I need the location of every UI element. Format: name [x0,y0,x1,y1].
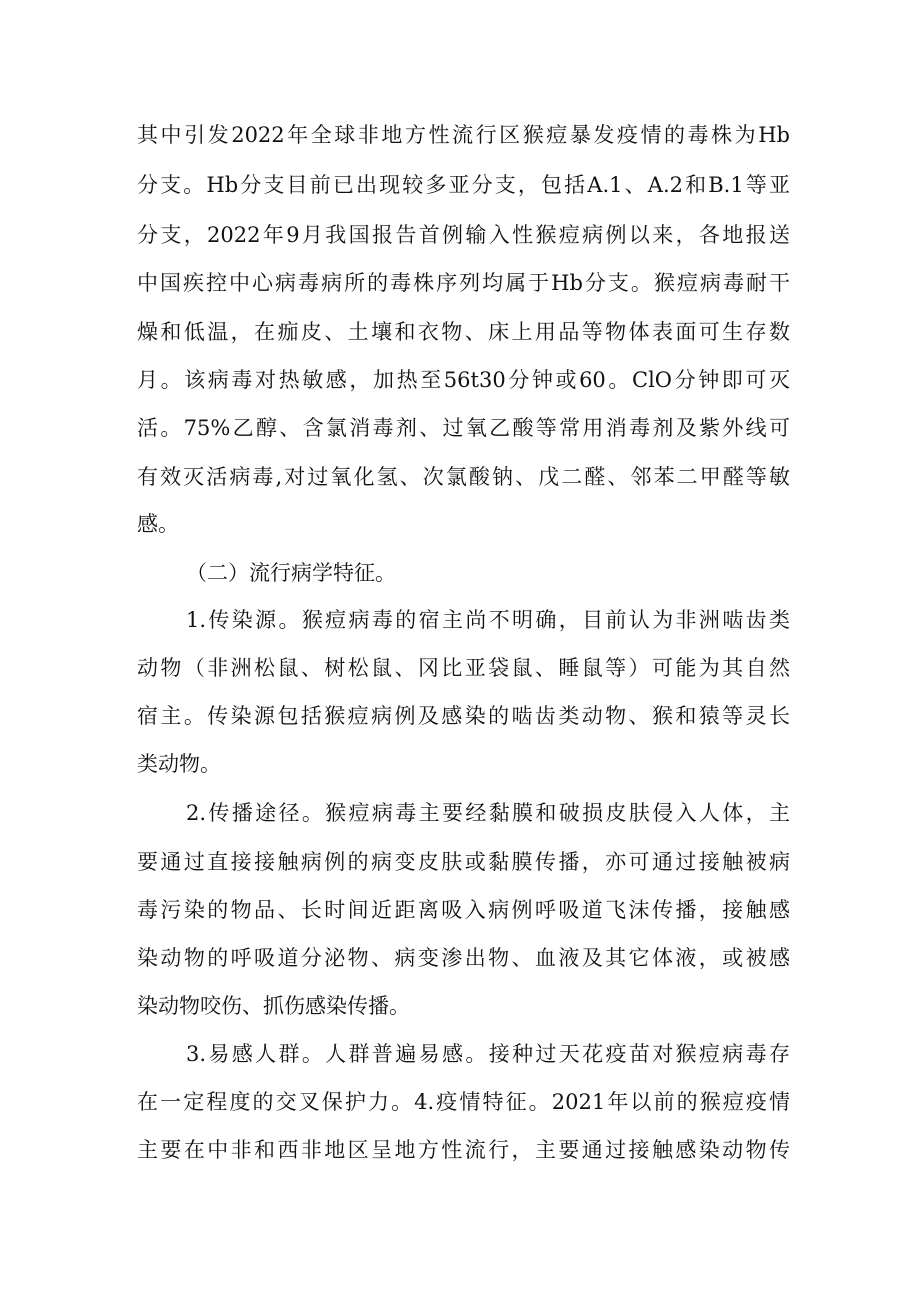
text-line: 动物（非洲松鼠、树松鼠、冈比亚袋鼠、睡鼠等）可能为其自然 [137,656,790,680]
text-line: （二）流行病学特征。 [186,561,396,585]
text-line: 燥和低温，在痂皮、土壤和衣物、床上用品等物体表面可生存数 [137,320,790,344]
text-line: 其中引发2022年全球非地方性流行区猴痘暴发疫情的毒株为Hb [137,123,790,147]
text-line: 月。该病毒对热敏感，加热至56t30分钟或60。ClO分钟即可灭 [137,368,790,392]
text-line: 感。 [137,512,179,536]
text-line: 在一定程度的交叉保护力。4.疫情特征。2021年以前的猴痘疫情 [137,1090,790,1114]
text-line: 中国疾控中心病毒病所的毒株序列均属于Hb分支。猴痘病毒耐干 [137,271,790,295]
text-line: 宿主。传染源包括猴痘病例及感染的啮齿类动物、猴和猿等灵长 [137,704,790,728]
text-line: 活。75%乙醇、含氯消毒剂、过氧乙酸等常用消毒剂及紫外线可 [137,416,790,440]
text-line: 2.传播途径。猴痘病毒主要经黏膜和破损皮肤侵入人体，主 [186,801,790,825]
text-line: 3.易感人群。人群普遍易感。接种过天花疫苗对猴痘病毒存 [186,1042,790,1066]
text-line: 要通过直接接触病例的病变皮肤或黏膜传播，亦可通过接触被病 [137,850,790,874]
text-line: 分支。Hb分支目前已出现较多亚分支，包括A.1、A.2和B.1等亚 [137,173,790,197]
text-line: 毒污染的物品、长时间近距离吸入病例呼吸道飞沫传播，接触感 [137,898,790,922]
text-line: 类动物。 [137,752,221,776]
text-line: 主要在中非和西非地区呈地方性流行，主要通过接触感染动物传 [137,1138,790,1162]
text-line: 分支，2022年9月我国报告首例输入性猴痘病例以来，各地报送 [137,223,790,247]
text-line: 1.传染源。猴痘病毒的宿主尚不明确，目前认为非洲啮齿类 [186,608,790,632]
text-line: 染动物的呼吸道分泌物、病变渗出物、血液及其它体液，或被感 [137,946,790,970]
text-line: 染动物咬伤、抓伤感染传播。 [137,994,410,1018]
text-line: 有效灭活病毒,对过氧化氢、次氯酸钠、戊二醛、邻苯二甲醛等敏 [137,465,790,489]
